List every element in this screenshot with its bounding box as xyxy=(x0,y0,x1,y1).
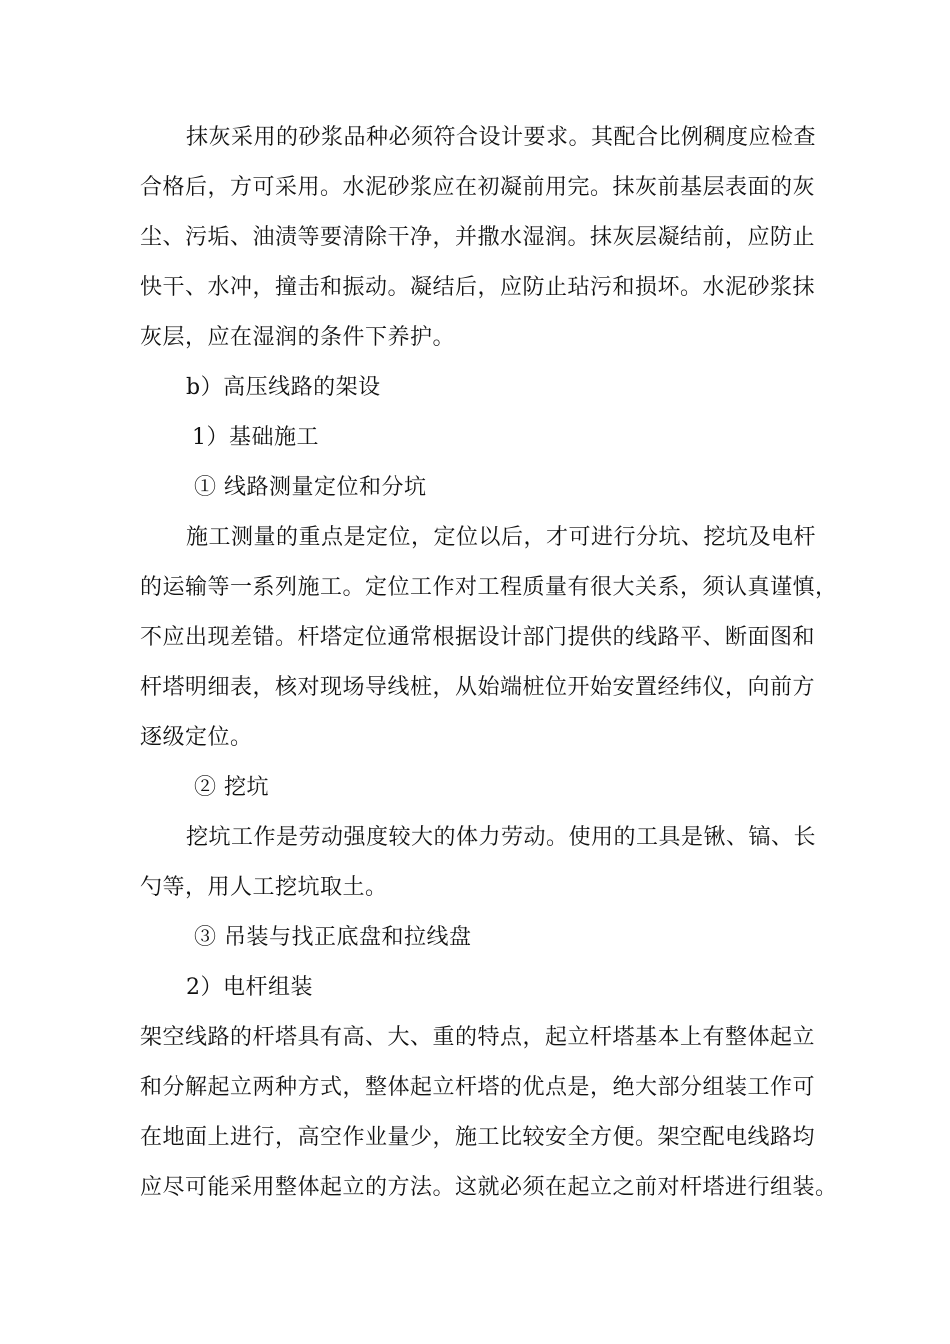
paragraph-line: 尘、污垢、油渍等要清除干净，并撒水湿润。抹灰层凝结前，应防止 xyxy=(140,225,816,250)
paragraph-line: 杆塔明细表，核对现场导线桩，从始端桩位开始安置经纬仪，向前方 xyxy=(140,675,816,700)
item-heading: ③ 吊装与找正底盘和拉线盘 xyxy=(194,925,472,950)
paragraph-line: 挖坑工作是劳动强度较大的体力劳动。使用的工具是锹、镐、长 xyxy=(186,825,817,850)
subsection-heading: 2）电杆组装 xyxy=(186,975,313,1000)
item-heading: ② 挖坑 xyxy=(194,775,269,800)
paragraph-line: 逐级定位。 xyxy=(140,725,253,750)
paragraph-line: 的运输等一系列施工。定位工作对工程质量有很大关系，须认真谨慎， xyxy=(140,575,838,600)
section-heading: b）高压线路的架设 xyxy=(186,375,381,400)
paragraph-line: 抹灰采用的砂浆品种必须符合设计要求。其配合比例稠度应检查 xyxy=(186,125,817,150)
paragraph-line: 合格后，方可采用。水泥砂浆应在初凝前用完。抹灰前基层表面的灰 xyxy=(140,175,816,200)
paragraph-line: 在地面上进行，高空作业量少，施工比较安全方便。架空配电线路均 xyxy=(140,1125,816,1150)
paragraph-line: 勺等，用人工挖坑取土。 xyxy=(140,875,388,900)
paragraph-line: 施工测量的重点是定位，定位以后，才可进行分坑、挖坑及电杆 xyxy=(186,525,817,550)
subsection-heading: 1）基础施工 xyxy=(192,425,319,450)
paragraph-line: 和分解起立两种方式，整体起立杆塔的优点是，绝大部分组装工作可 xyxy=(140,1075,816,1100)
paragraph-line: 快干、水冲，撞击和振动。凝结后，应防止玷污和损坏。水泥砂浆抹 xyxy=(140,275,816,300)
paragraph-line: 应尽可能采用整体起立的方法。这就必须在起立之前对杆塔进行组装。 xyxy=(140,1175,838,1200)
paragraph-line: 架空线路的杆塔具有高、大、重的特点，起立杆塔基本上有整体起立 xyxy=(140,1025,816,1050)
paragraph-line: 灰层，应在湿润的条件下养护。 xyxy=(140,325,456,350)
paragraph-line: 不应出现差错。杆塔定位通常根据设计部门提供的线路平、断面图和 xyxy=(140,625,816,650)
item-heading: ① 线路测量定位和分坑 xyxy=(194,475,427,500)
